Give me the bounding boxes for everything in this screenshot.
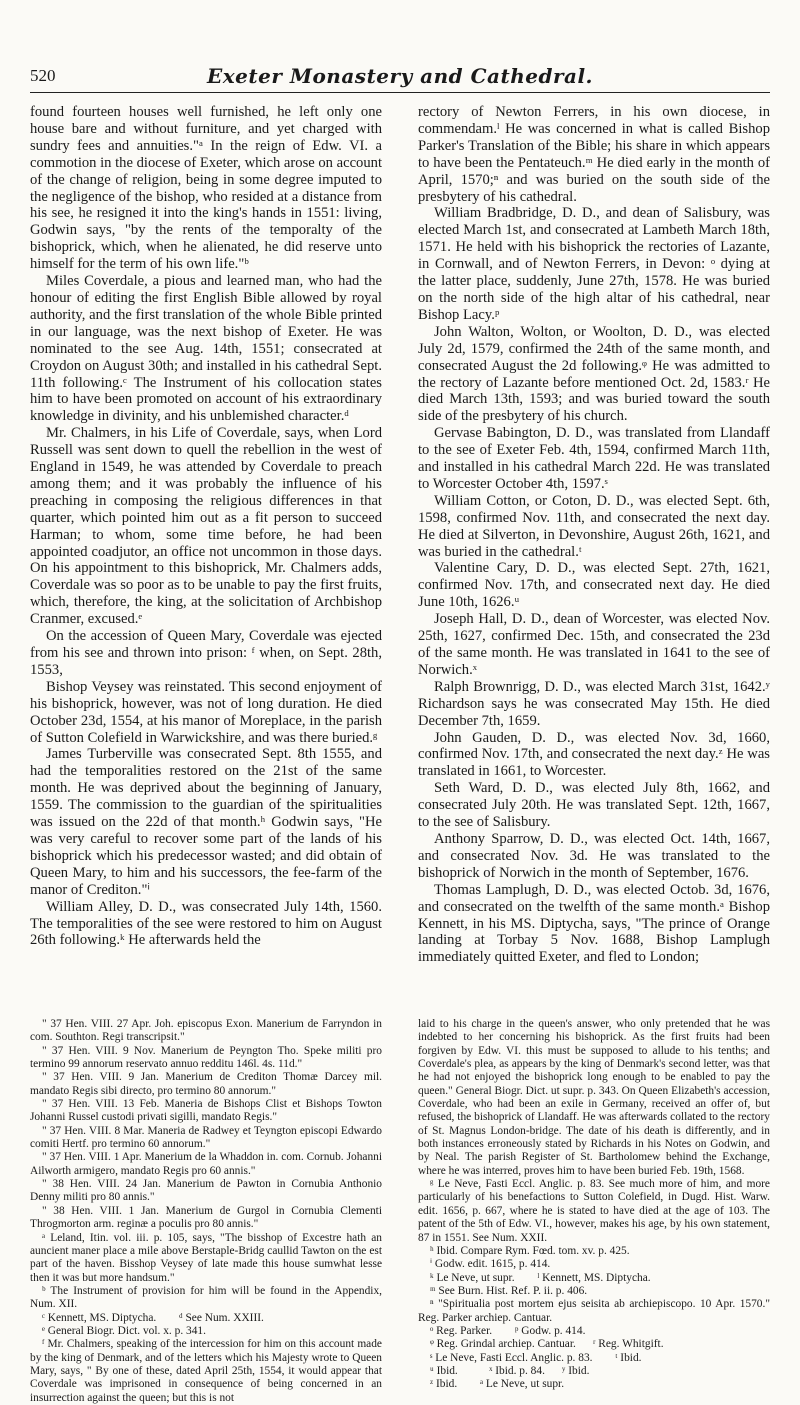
footnote [418,1272,770,1285]
page-header [30,66,770,98]
paragraph: rectory of Newton Ferrers, in his own diocese, in commendam.ˡ He was concerned in what is called Bishop Parker's Translation of the Bible; his share in which appears to have been the Pentateuch.ᵐ He died early in the month of April, 1570;ⁿ and was buried on the south side of the presbytery of his cathedral. [418,104,770,205]
header-rule [30,92,770,93]
paragraph: John Walton, Wolton, or Woolton, D. D., was elected July 2d, 1579, confirmed the 24th of the same month, and consecrated August the 2d following.ᵠ He was admitted to the rectory of Lazante before mentioned Oct. 2d, 1583.ʳ He died March 13th, 1593; and was buried toward the south side of the presbytery of his church. [418,323,770,425]
footnotes-right [418,1018,770,1392]
paragraph: Mr. Chalmers, in his Life of Coverdale, says, when Lord Russell was sent down to quell the rebellion in the west of England in 1549, he was attended by Coverdale to preach among them; and it was probably the influence of his preaching in composing the religious differences in that quarter, which pointed him out as a fit person to succeed Harman; to whom, some time before, he had been appointed coadjutor, an office not uncommon in those days. On his appointment to this bishoprick, Mr. Chalmers adds, Coverdale was so poor as to be unable to pay the first fruits, which, therefore, the king, at the solicitation of Archbishop Cranmer, excused.ᵉ [30,425,382,628]
footnote-part: ᵗ Ibid. [615,1351,642,1364]
footnote: ʰ Ibid. Compare Rym. Fœd. tom. xv. p. 425. [430,1244,630,1257]
footnote-part: ʳ Reg. Whitgift. [592,1338,664,1351]
footnote-part: ᵠ Reg. Grindal archiep. Cantuar. [430,1338,576,1351]
paragraph: Bishop Veysey was reinstated. This second enjoyment of his bishoprick, however, was not of long duration. He died October 23d, 1554, at his manor of Moreplace, in the parish of Sutton Colefield in Warwickshire, and was there buried.ᵍ [30,678,382,746]
paragraph: Anthony Sparrow, D. D., was elected Oct. 14th, 1667, and consecrated Nov. 3d. He was translated to the bishoprick of Norwich in the month of September, 1676. [418,830,770,881]
footnote [418,1338,770,1351]
footnote-part: ᵏ Le Neve, ut supr. [430,1271,515,1284]
footnote-part: ᵃ Le Neve, ut supr. [479,1378,565,1391]
paragraph: Joseph Hall, D. D., dean of Worcester, was elected Nov. 25th, 1627, confirmed Dec. 15th, and consecrated the 23d of the same month. He was translated in 1641 to the see of Norwich.ˣ [418,611,770,678]
footnote: ᵉ General Biogr. Dict. vol. x. p. 341. [42,1324,206,1337]
paragraph: William Bradbridge, D. D., and dean of Salisbury, was elected March 1st, and consecrated at Lambeth March 18th, 1571. He held with his bishoprick the rectories of Lazante, in Cornwall, and of Newton Ferrers, in Devon: ᵒ dying at the latter place, suddenly, June 27th, 1578. He was buried on the north side of the high altar of his cathedral, near Bishop Lacy.ᵖ [418,205,770,323]
running-title: Exeter Monastery and Cathedral. [206,64,594,88]
paragraph: John Gauden, D. D., was elected Nov. 3d, 1660, confirmed Nov. 17th, and consecrated the next day.ᶻ He was translated in 1661, to Worcester. [418,729,770,780]
footnote: ⁿ "Spiritualia post mortem ejus seisita ab archiepiscopo. 10 Apr. 1570." Reg. Parker archiep. Cantuar. [418,1298,770,1324]
footnote [30,1312,382,1325]
paragraph: James Turberville was consecrated Sept. 8th 1555, and had the temporalities restored on the 21st of the same month. He was deprived about the beginning of January, 1559. The commission to the guardian of the spiritualities was issued on the 22d of that month.ʰ Godwin says, "He was very careful to recover some part of the lands of his bishoprick which his predecessor wasted; and did obtain of Queen Mary, to him and his successors, the fee-farm of the manor of Crediton."ⁱ [30,746,382,898]
footnote-part: ˣ Ibid. p. 84. [489,1364,545,1377]
footnote-part: ᵘ Ibid. [430,1364,458,1377]
footnotes-left [30,1018,382,1405]
paragraph: Valentine Cary, D. D., was elected Sept. 27th, 1621, confirmed Nov. 17th, and consecrated next day. He died June 10th, 1626.ᵘ [418,560,770,611]
left-column [30,104,382,949]
footnote [418,1378,770,1391]
footnote: ᵇ The Instrument of provision for him will be found in the Appendix, Num. XII. [30,1284,382,1311]
paragraph: found fourteen houses well furnished, he left only one house bare and without furniture, and yet charged with sundry fees and annuities."ᵃ In the reign of Edw. VI. a commotion in the diocese of Exeter, which arose on account of the change of religion, being in some degree imputed to the negligence of the bishop, who resided at a distance from his see, he resigned it into the king's hands in 1551: living, Godwin says, "by the rents of the temporalty of the bishoprick, which, when he alienated, he did reserve unto himself for the term of his own life."ᵇ [30,104,382,273]
footnote: ᵃ Leland, Itin. vol. iii. p. 105, says, "The bisshop of Excestre hath an auncient maner place a mile above Berstaple-Bridg caullid Tawton on the est part of the haven. Bisshop Veysey of late made this house sumwhat lesse then it was but more handsum." [30,1231,382,1284]
footnote-part: ᶻ Ibid. [430,1378,458,1391]
page-number: 520 [30,66,56,85]
footnote-part: ʸ Ibid. [562,1364,590,1377]
footnote-part: ᶜ Kennett, MS. Diptycha. [42,1311,157,1324]
footnote-part: ᵒ Reg. Parker. [430,1324,493,1337]
footnote: ⁱ Godw. edit. 1615, p. 414. [430,1258,551,1271]
footnote-part: ᵖ Godw. p. 414. [514,1324,586,1337]
footnote: " 38 Hen. VIII. 1 Jan. Manerium de Gurgol in Cornubia Clementi Throgmorton arm. reginæ a poculis pro 80 annis." [30,1204,382,1231]
footnote-part: ˡ Kennett, MS. Diptycha. [537,1271,651,1284]
footnote: " 37 Hen. VIII. 8 Mar. Maneria de Radwey et Teyngton episcopi Edwardo comiti Hertf. pro termino 60 annorum." [30,1124,382,1151]
paragraph: Ralph Brownrigg, D. D., was elected March 31st, 1642.ʸ Richardson says he was consecrated May 15th. He died December 7th, 1659. [418,678,770,729]
footnote: " 37 Hen. VIII. 1 Apr. Manerium de la Whaddon in. com. Cornub. Johanni Ailworth armigero, mandato Regis pro 60 annis." [30,1151,382,1177]
footnote: " 38 Hen. VIII. 24 Jan. Manerium de Pawton in Cornubia Anthonio Denny militi pro 80 annis." [30,1178,382,1204]
footnote-part: ˢ Le Neve, Fasti Eccl. Anglic. p. 83. [430,1351,593,1364]
footnote: ᵍ Le Neve, Fasti Eccl. Anglic. p. 83. See much more of him, and more particularly of his benefactions to Sutton Colefield, in Dugd. Hist. Warw. edit. 1656, p. 667, where he is stated to have died at the age of 103. The patent of the 5th of Edw. VI., however, makes his age, by his own statement, 87 in 1551. See Num. XXII. [418,1178,770,1244]
paragraph: William Cotton, or Coton, D. D., was elected Sept. 6th, 1598, confirmed Nov. 11th, and consecrated the next day. He died at Silverton, in Devonshire, August 26th, 1621, and was buried in the cathedral.ᵗ [418,492,770,560]
footnote [418,1365,770,1378]
footnote: " 37 Hen. VIII. 13 Feb. Maneria de Bishops Clist et Bishops Towton Johanni Russel custodi privati sigilli, mandato Regis." [30,1098,382,1124]
footnote: " 37 Hen. VIII. 27 Apr. Joh. episcopus Exon. Manerium de Farryndon in com. Southton. Regi transcripsit." [30,1018,382,1044]
footnote: " 37 Hen. VIII. 9 Jan. Manerium de Crediton Thomæ Darcey mil. mandato Regis sibi directo, pro termino 80 annorum." [30,1071,382,1097]
paragraph: William Alley, D. D., was consecrated July 14th, 1560. The temporalities of the see were restored to him on August 26th following.ᵏ He afterwards held the [30,898,382,949]
paragraph: Gervase Babington, D. D., was translated from Llandaff to the see of Exeter Feb. 4th, 1594, confirmed March 11th, and installed in his cathedral March 22d. He was translated to Worcester October 4th, 1597.ˢ [418,425,770,492]
right-column [418,104,770,966]
footnote [418,1325,770,1338]
footnote [418,1352,770,1365]
paragraph: Thomas Lamplugh, D. D., was elected Octob. 3d, 1676, and consecrated on the twelfth of the same month.ᵃ Bishop Kennett, in his MS. Diptycha, says, "The prince of Orange landing at Torbay 5 Nov. 1688, Bishop Lamplugh immediately quitted Exeter, and fled to London; [418,881,770,966]
footnote: ᵐ See Burn. Hist. Ref. P. ii. p. 406. [430,1284,588,1297]
paragraph: Seth Ward, D. D., was elected July 8th, 1662, and consecrated July 20th. He was translated Sept. 12th, 1667, to the see of Salisbury. [418,780,770,831]
footnote: laid to his charge in the queen's answer, who only pretended that he was indebted to her concerning his bishoprick. As the first fruits had been forgiven by Edw. VI. this must be supposed to allude to his tenths; and Coverdale's plea, as appears by the king of Denmark's second letter, was that he had not enjoyed the bishoprick long enough to be enabled to pay the queen." General Biogr. Dict. ut supr. p. 343. On Queen Elizabeth's accession, Coverdale, who had been an exile in Germany, received an offer of, but refused, the bishoprick of Llandaff. He was afterwards collated to the rectory of St. Magnus London-bridge. The date of his death is differently, and in both instances erroneously stated by Richards in his Notes on Godwin, and by Neal. The parish Register of St. Bartholomew behind the Exchange, where he was interred, proves him to have been buried Feb. 19th, 1568. [418,1018,770,1177]
paragraph: On the accession of Queen Mary, Coverdale was ejected from his see and thrown into prison: ᶠ when, on Sept. 28th, 1553, [30,628,382,678]
paragraph: Miles Coverdale, a pious and learned man, who had the honour of editing the first English Bible allowed by royal authority, and the first translation of the whole Bible printed in our language, was the next bishop of Exeter. He was nominated to the see Aug. 14th, 1551; consecrated at Croydon on August 30th; and installed in his cathedral Sept. 11th following.ᶜ The Instrument of his collocation states him to have been promoted on account of his extraordinary knowledge in divinity, and his unblemished character.ᵈ [30,273,382,425]
footnote: " 37 Hen. VIII. 9 Nov. Manerium de Peyngton Tho. Speke militi pro termino 99 annorum reservato annuo redditu 146l. 4s. 11d." [30,1044,382,1071]
footnote: ᶠ Mr. Chalmers, speaking of the intercession for him on this account made by the king of Denmark, and of the letters which his Majesty wrote to Queen Mary, says, " By one of these, dated April 25th, 1554, it would appear that Coverdale was imprisoned in consequence of being concerned in an insurrection against the queen; but this is not [30,1338,382,1404]
footnote-part: ᵈ See Num. XXIII. [179,1311,264,1324]
